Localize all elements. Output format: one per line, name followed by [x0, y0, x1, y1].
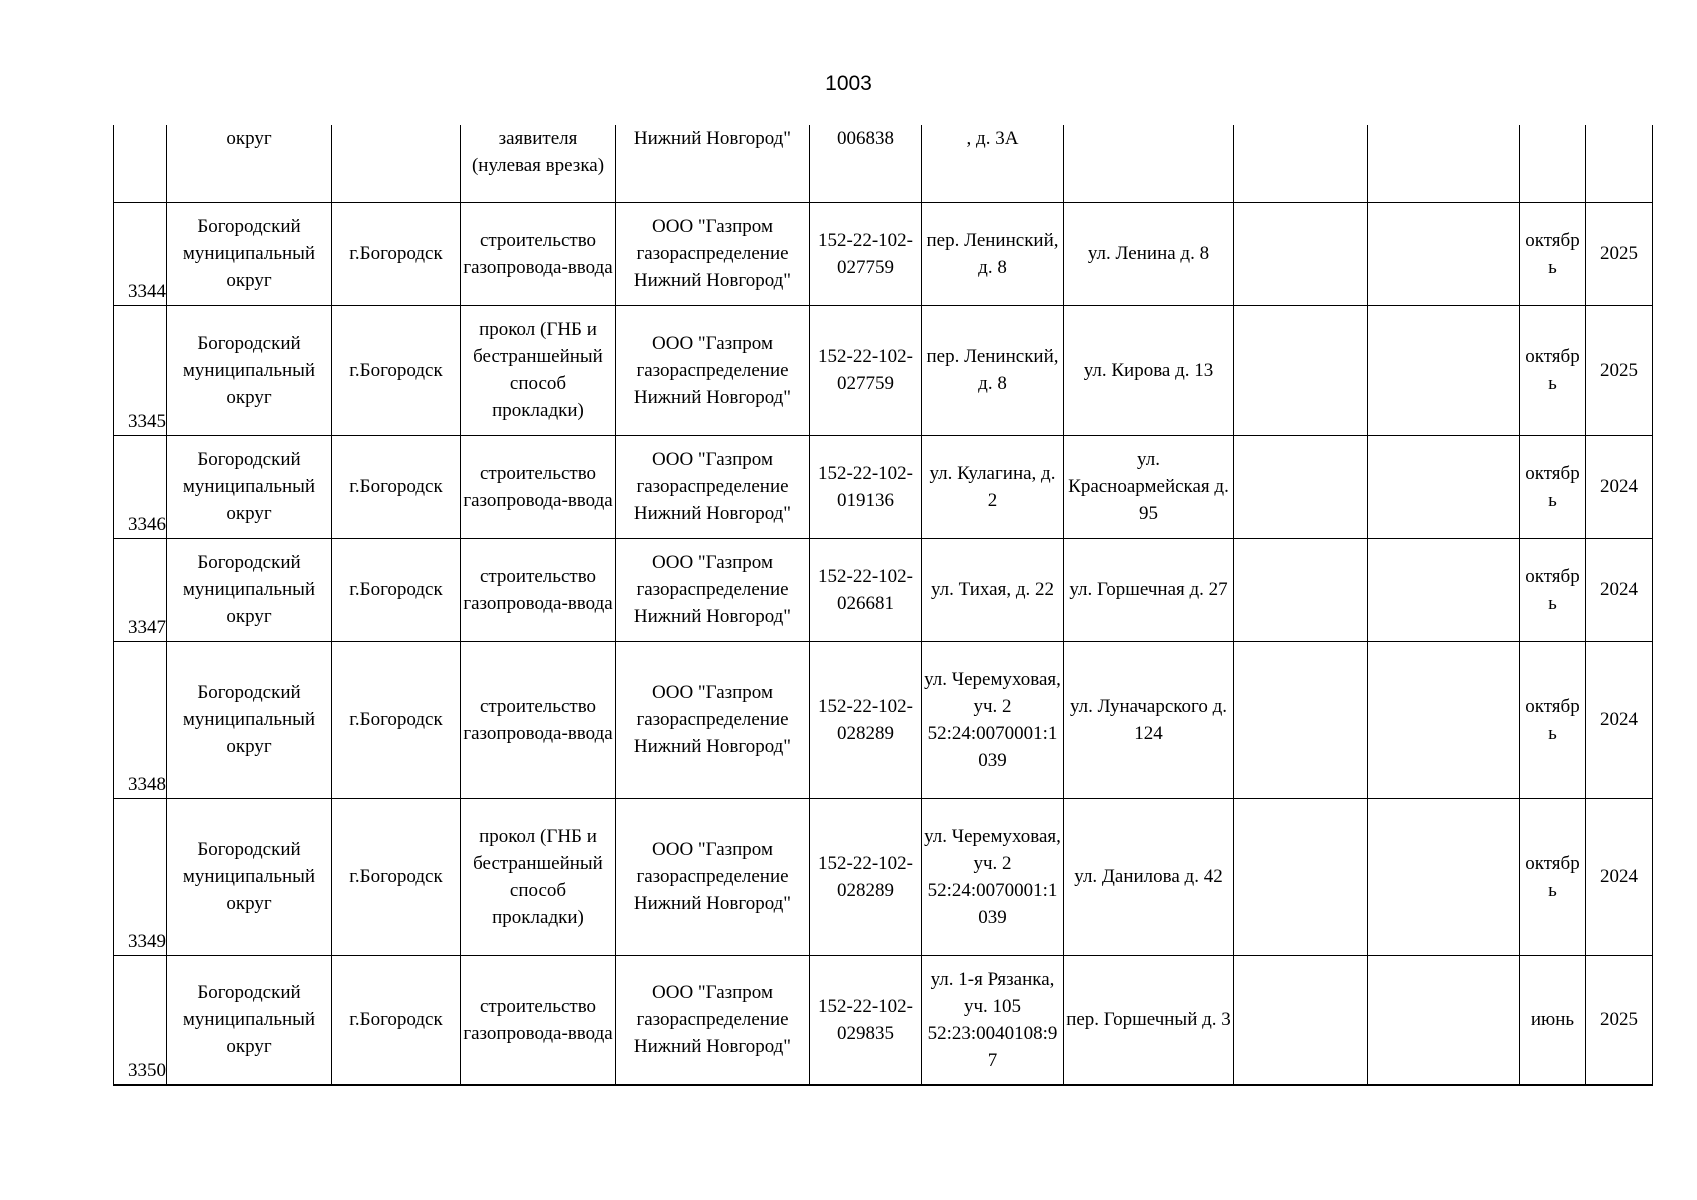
cell-col9: [1368, 641, 1520, 798]
table-row-continuation: [114, 125, 1653, 202]
cell-num: 3348: [114, 641, 167, 798]
cell-object-address: ул. Черемуховая, уч. 2 52:24:0070001:1039: [922, 798, 1064, 955]
cell-object-address: ул. Кулагина, д. 2: [922, 435, 1064, 538]
cell-city: г.Богородск: [332, 798, 461, 955]
cell-object-address: ул. Черемуховая, уч. 2 52:24:0070001:1039: [922, 641, 1064, 798]
cell-col9: [1368, 125, 1520, 202]
cell-city: [332, 125, 461, 202]
cell-object-address: пер. Ленинский, д. 8: [922, 305, 1064, 435]
cell-permit: 152-22-102-019136: [810, 435, 922, 538]
cell-month: октябрь: [1520, 305, 1586, 435]
cell-district: округ: [167, 125, 332, 202]
cell-city: г.Богородск: [332, 641, 461, 798]
cell-city: г.Богородск: [332, 538, 461, 641]
cell-month: [1520, 125, 1586, 202]
cell-work-type: прокол (ГНБ и бестраншейный способ прокладки): [461, 798, 616, 955]
cell-work-type: строительство газопровода-ввода: [461, 641, 616, 798]
cell-year: 2025: [1586, 202, 1653, 305]
cell-year: 2025: [1586, 955, 1653, 1085]
cell-organization: ООО "Газпром газораспределение Нижний Новгород": [616, 798, 810, 955]
cell-col8: [1234, 305, 1368, 435]
cell-object-address: ул. 1-я Рязанка, уч. 105 52:23:0040108:97: [922, 955, 1064, 1085]
cell-col8: [1234, 798, 1368, 955]
cell-work-type: строительство газопровода-ввода: [461, 955, 616, 1085]
cell-work-type: прокол (ГНБ и бестраншейный способ прокладки): [461, 305, 616, 435]
cell-year: 2024: [1586, 538, 1653, 641]
cell-organization: ООО "Газпром газораспределение Нижний Новгород": [616, 305, 810, 435]
cell-month: октябрь: [1520, 538, 1586, 641]
cell-organization: Нижний Новгород": [616, 125, 810, 202]
cell-num: 3345: [114, 305, 167, 435]
table-row: [114, 798, 1653, 955]
cell-route-address: ул. Кирова д. 13: [1064, 305, 1234, 435]
cell-route-address: ул. Горшечная д. 27: [1064, 538, 1234, 641]
cell-route-address: пер. Горшечный д. 3: [1064, 955, 1234, 1085]
cell-route-address: [1064, 125, 1234, 202]
cell-col9: [1368, 202, 1520, 305]
cell-year: [1586, 125, 1653, 202]
table-row: [114, 435, 1653, 538]
cell-month: октябрь: [1520, 202, 1586, 305]
table-row: [114, 538, 1653, 641]
page-number: 1003: [825, 72, 872, 95]
table-row: [114, 955, 1653, 1085]
cell-organization: ООО "Газпром газораспределение Нижний Новгород": [616, 538, 810, 641]
cell-col9: [1368, 955, 1520, 1085]
cell-organization: ООО "Газпром газораспределение Нижний Новгород": [616, 955, 810, 1085]
cell-permit: 152-22-102-028289: [810, 798, 922, 955]
cell-city: г.Богородск: [332, 202, 461, 305]
cell-district: Богородский муниципальный округ: [167, 202, 332, 305]
cell-num: 3344: [114, 202, 167, 305]
cell-city: г.Богородск: [332, 305, 461, 435]
cell-col9: [1368, 435, 1520, 538]
cell-district: Богородский муниципальный округ: [167, 955, 332, 1085]
cell-district: Богородский муниципальный округ: [167, 305, 332, 435]
cell-col9: [1368, 798, 1520, 955]
cell-col9: [1368, 305, 1520, 435]
cell-permit: 152-22-102-027759: [810, 202, 922, 305]
cell-work-type: строительство газопровода-ввода: [461, 435, 616, 538]
cell-object-address: пер. Ленинский, д. 8: [922, 202, 1064, 305]
cell-month: октябрь: [1520, 798, 1586, 955]
cell-route-address: ул. Данилова д. 42: [1064, 798, 1234, 955]
cell-month: июнь: [1520, 955, 1586, 1085]
table-row: [114, 202, 1653, 305]
cell-month: октябрь: [1520, 641, 1586, 798]
cell-col8: [1234, 202, 1368, 305]
cell-permit: 152-22-102-027759: [810, 305, 922, 435]
cell-object-address: , д. 3А: [922, 125, 1064, 202]
cell-route-address: ул. Красноармейская д. 95: [1064, 435, 1234, 538]
cell-organization: ООО "Газпром газораспределение Нижний Новгород": [616, 435, 810, 538]
cell-work-type: заявителя (нулевая врезка): [461, 125, 616, 202]
cell-work-type: строительство газопровода-ввода: [461, 202, 616, 305]
cell-col9: [1368, 538, 1520, 641]
cell-city: г.Богородск: [332, 955, 461, 1085]
cell-district: Богородский муниципальный округ: [167, 641, 332, 798]
cell-col8: [1234, 125, 1368, 202]
cell-permit: 152-22-102-029835: [810, 955, 922, 1085]
cell-col8: [1234, 435, 1368, 538]
table-row: [114, 305, 1653, 435]
works-table: [113, 125, 1653, 1086]
cell-district: Богородский муниципальный округ: [167, 538, 332, 641]
cell-year: 2024: [1586, 798, 1653, 955]
cell-col8: [1234, 955, 1368, 1085]
cell-month: октябрь: [1520, 435, 1586, 538]
cell-object-address: ул. Тихая, д. 22: [922, 538, 1064, 641]
cell-organization: ООО "Газпром газораспределение Нижний Новгород": [616, 202, 810, 305]
cell-year: 2024: [1586, 641, 1653, 798]
cell-work-type: строительство газопровода-ввода: [461, 538, 616, 641]
cell-district: Богородский муниципальный округ: [167, 798, 332, 955]
cell-permit: 006838: [810, 125, 922, 202]
cell-year: 2025: [1586, 305, 1653, 435]
cell-route-address: ул. Ленина д. 8: [1064, 202, 1234, 305]
cell-num: 3350: [114, 955, 167, 1085]
cell-city: г.Богородск: [332, 435, 461, 538]
table-row: [114, 641, 1653, 798]
cell-num: [114, 125, 167, 202]
cell-num: 3346: [114, 435, 167, 538]
cell-permit: 152-22-102-028289: [810, 641, 922, 798]
cell-col8: [1234, 538, 1368, 641]
cell-organization: ООО "Газпром газораспределение Нижний Новгород": [616, 641, 810, 798]
cell-col8: [1234, 641, 1368, 798]
cell-permit: 152-22-102-026681: [810, 538, 922, 641]
cell-district: Богородский муниципальный округ: [167, 435, 332, 538]
cell-route-address: ул. Луначарского д. 124: [1064, 641, 1234, 798]
table-body: [114, 125, 1653, 1085]
cell-num: 3349: [114, 798, 167, 955]
cell-num: 3347: [114, 538, 167, 641]
cell-year: 2024: [1586, 435, 1653, 538]
